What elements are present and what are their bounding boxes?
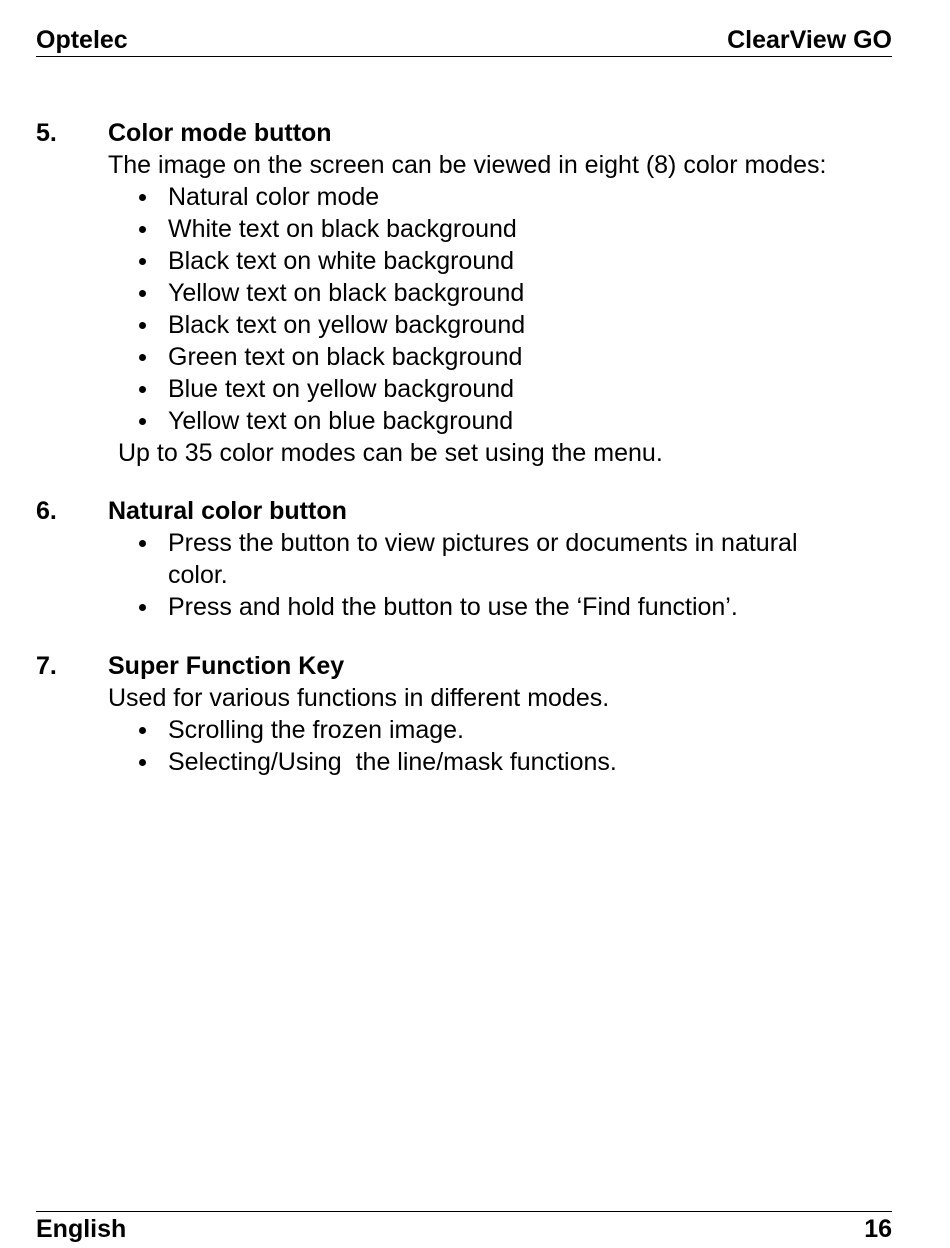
list-item: Blue text on yellow background (136, 373, 892, 405)
section-title: Color mode button (108, 119, 332, 147)
super-function-list (36, 714, 892, 778)
list-item: White text on black background (136, 213, 892, 245)
list-item: Yellow text on blue background (136, 405, 892, 437)
section-super-function-key (36, 650, 892, 778)
list-item: Green text on black background (136, 341, 892, 373)
list-item: Press the button to view pictures or documents in natural color. (136, 527, 852, 591)
bullet-icon (139, 194, 146, 201)
section-title: Natural color button (108, 497, 347, 525)
list-item: Black text on yellow background (136, 309, 892, 341)
bullet-icon (139, 322, 146, 329)
section-title: Super Function Key (108, 652, 345, 680)
bullet-icon (139, 258, 146, 265)
bullet-icon (139, 290, 146, 297)
bullet-icon (139, 418, 146, 425)
list-item: Yellow text on black background (136, 277, 892, 309)
footer-language: English (36, 1215, 127, 1243)
section-number: 7. (36, 652, 57, 680)
bullet-icon (139, 540, 146, 547)
bullet-icon (139, 386, 146, 393)
section-natural-color-button (36, 495, 892, 623)
section-note: Up to 35 color modes can be set using the menu. (118, 439, 663, 467)
color-mode-list (36, 181, 892, 437)
section-heading (36, 495, 892, 527)
section-number: 5. (36, 119, 57, 147)
bullet-icon (139, 759, 146, 766)
bullet-icon (139, 226, 146, 233)
list-item: Selecting/Using the line/mask functions. (136, 746, 892, 778)
section-heading (36, 117, 892, 149)
header-brand: Optelec (36, 26, 128, 54)
bullet-icon (139, 604, 146, 611)
list-item: Press and hold the button to use the ‘Find function’. (136, 591, 852, 623)
page-footer (36, 1211, 892, 1246)
section-number: 6. (36, 497, 57, 525)
section-color-mode-button (36, 117, 892, 469)
list-item: Natural color mode (136, 181, 892, 213)
page-header (36, 26, 892, 57)
bullet-icon (139, 354, 146, 361)
natural-color-list (36, 527, 892, 623)
section-heading (36, 650, 892, 682)
list-item: Scrolling the frozen image. (136, 714, 892, 746)
page-number: 16 (864, 1215, 892, 1243)
header-product: ClearView GO (727, 26, 892, 54)
section-intro: The image on the screen can be viewed in eight (8) color modes: (108, 151, 827, 179)
list-item: Black text on white background (136, 245, 892, 277)
bullet-icon (139, 727, 146, 734)
section-intro: Used for various functions in different modes. (108, 684, 610, 712)
